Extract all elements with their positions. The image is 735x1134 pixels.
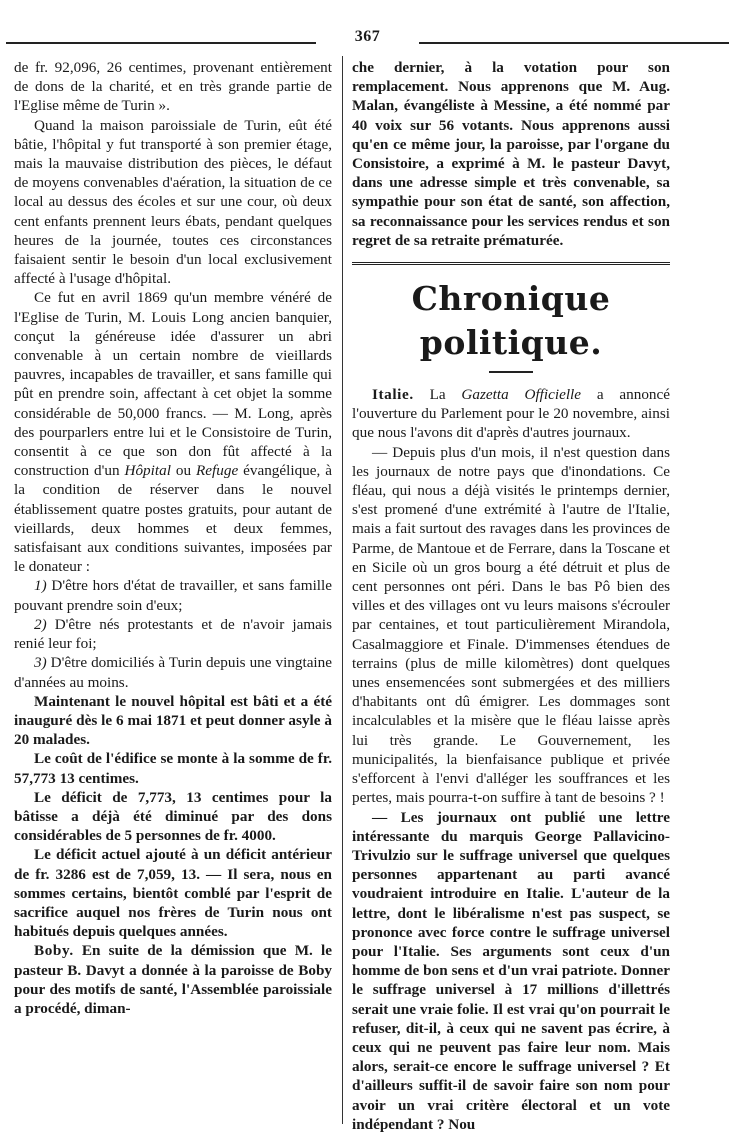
page-number: 367 [354, 28, 381, 45]
hospital-transfer-paragraph: Quand la maison paroissiale de Turin, eût été bâtie, l'hôpital y fut transporté à son premier étage, mais la mauvaise distribution des pièces, le défaut de moyens convenables d'aération, la situation de ce local au dessus des écoles et sur une cour, où deux cent enfants prennent leurs ébats, pendant quelques heures de la journée, toutes ces circonstances faisaient sentir le besoin d'un local exclusivement affecté à l'usage d'hôpital. [14, 116, 332, 288]
condition-2-text: D'être nés protestants et de n'avoir jamais renié leur foi; [14, 615, 332, 653]
louis-long-text-a: Ce fut en avril 1869 qu'un membre vénéré de l'Eglise de Turin, M. Louis Long ancien banquier, conçut la généreuse idée d'assurer un abri convenable à un certain nombre de vieillards pauvres, incapables de travailler, et sans famille qui pût en prendre soin, affectant à cet objet la somme considérable de 50,000 francs. — M. Long, après des pourparlers entre lui et le Consistoire de Turin, consentit à ce que son don fût affecté à la construction d'un [14, 289, 332, 480]
boby-label: Boby. [34, 942, 74, 960]
header-rule-right [419, 42, 729, 44]
hopital-term: Hôpital [124, 462, 171, 480]
floods-paragraph: — Depuis plus d'un mois, il n'est question dans les journaux de notre pays que d'inondations. Ce fléau, qui nous a déjà visités le printemps dernier, s'est promené d'une extrémité à l'autre de l'Italie, mais a fait surtout des ravages dans les provinces de Parme, de Mantoue et de Ferrare, dans la Toscane et en Sicile où un gros bourg a été détruit et plus de cent personnes ont péri. Dans le bas Pô bien des villes et des villages ont vu leurs maisons s'écrouler par centaines, et tout particulièrement Mirandola, Casalmaggiore et Finale. D'immenses étendues de terrains (plus de mille kilomètres) dont quelques unes ensemencées sont submergées et des milliers d'habitants ont dû émigrer. Les dommages sont incalculables et la misère que le fléau laisse après lui très grande. Le Gouvernement, les municipalités, la bienfaisance publique et privée s'efforcent à l'envi d'alléger les souffrances et les pertes, mais pourra-t-on suffire à tant de besoins ? ! [352, 443, 670, 807]
louis-long-text-b: évangélique, à la condition de réserver dans le nouvel établissement quatre postes gratuits, pour autant de vieillards, deux hommes et deux femmes, satisfaisant aux conditions suivantes, imposées par le donateur : [14, 462, 332, 576]
italie-text-b: a annoncé l'ouverture du Parlement pour le 20 novembre, ainsi que nous l'avons dit d'après d'autres journaux. [352, 386, 670, 442]
suffrage-paragraph: — Les journaux ont publié une lettre intéressante du marquis George Pallavicino-Trivulzio sur le suffrage universel que quelques personnes appartenant au parti avancé voudraient introduire en Italie. L'auteur de la lettre, dont le libéralisme n'est pas suspect, se prononce avec force contre le suffrage universel pour l'Italie. Ses arguments sont ceux d'un homme de bon sens et d'un vrai patriote. Donner le suffrage universel à 17 millions d'illettrés serait une vraie folie. Il est vrai qu'on pourrait le refuser, dit-il, à ceux qui ne savent pas écrire, à ceux qui ne peuvent pas faire leur nom. Mais alors, serait-ce encore le suffrage universel ? Et d'ailleurs suffit-il de savoir faire son nom pour avoir un vrai critère électoral et un vote indépendant ? Nou [352, 808, 670, 1133]
building-cost-paragraph: Le coût de l'édifice se monte à la somme de fr. 57,773 13 centimes. [14, 750, 332, 787]
ou-text: ou [170, 462, 197, 480]
column-divider [342, 56, 343, 1124]
condition-1 [14, 576, 332, 614]
section-title: Chronique politique. [411, 279, 611, 363]
boby-paragraph [14, 941, 332, 1018]
italie-text-a: La [413, 386, 462, 404]
current-deficit-paragraph: Le déficit actuel ajouté à un déficit antérieur de fr. 3286 est de 7,059, 13. — Il sera, nous en sommes certains, bientôt comblé par l'esprit de sacrifice auquel nos frères de Turin nous ont habitués depuis quelques années. [14, 846, 332, 941]
italie-label: Italie. [372, 386, 414, 404]
section-separator [352, 262, 670, 265]
turin-funds-paragraph: de fr. 92,096, 26 centimes, provenant entièrement de dons de la charité, et en très grande partie de l'Eglise même de Turin ». [14, 59, 332, 115]
condition-3 [14, 653, 332, 691]
condition-1-text: D'être hors d'état de travailler, et sans famille pouvant prendre soin d'eux; [14, 577, 332, 614]
condition-2-number: 2) [34, 615, 47, 633]
refuge-term: Refuge [196, 462, 239, 480]
left-column [14, 58, 332, 1122]
new-hospital-paragraph: Maintenant le nouvel hôpital est bâti et a été inauguré dès le 6 mai 1871 et peut donner asyle à 20 malades. [14, 692, 332, 749]
condition-3-number: 3) [34, 654, 47, 672]
gazette-title: Gazetta Officielle [461, 386, 581, 404]
title-underline [489, 371, 533, 373]
boby-continuation-paragraph: che dernier, à la votation pour son remplacement. Nous apprenons que M. Aug. Malan, évangéliste à Messine, a été nommé par 40 voix sur 56 votants. Nous apprenons aussi qu'en ce même jour, la paroisse, par l'organe du Consistoire, a exprimé à M. le pasteur Davyt, dans une adresse simple et très convenable, sa sympathie pour son état de santé, son affection, sa reconnaissance pour les services rendus et son regret de sa retraite prématurée. [352, 59, 670, 249]
louis-long-paragraph [14, 288, 332, 576]
italie-paragraph [352, 385, 670, 443]
page-header [6, 28, 729, 48]
deficit-paragraph: Le déficit de 7,773, 13 centimes pour la bâtisse a déjà été diminué par des dons considérables de 5 personnes de fr. 4000. [14, 788, 332, 845]
condition-1-number: 1) [34, 577, 47, 595]
condition-3-text: D'être domiciliés à Turin depuis une vingtaine d'années au moins. [14, 654, 332, 691]
boby-text: En suite de la démission que M. le pasteur B. Davyt a donnée à la paroisse de Boby pour des motifs de santé, l'Assemblée paroissiale a procédé, diman- [14, 942, 332, 1017]
right-column [352, 58, 670, 1133]
condition-2 [14, 615, 332, 653]
